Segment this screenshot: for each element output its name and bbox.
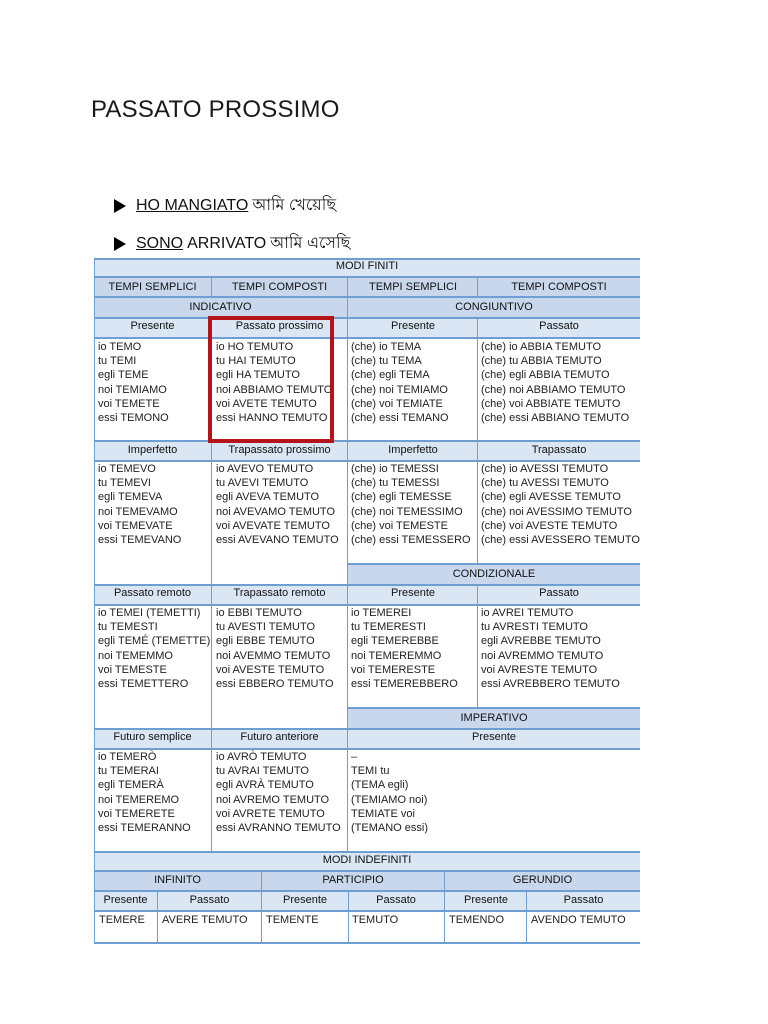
conjugation-cell: io AVREI TEMUTO tu AVRESTI TEMUTO egli AVREBBE TEMUTO noi AVREMMO TEMUTO voi AVRESTE TEMUTO essi AVREBBERO TEMUTO xyxy=(481,607,620,691)
conjugation-cell: io TEMEREI tu TEMERESTI egli TEMEREBBE noi TEMEREMMO voi TEMERESTE essi TEMEREBBERO xyxy=(351,607,458,691)
rule-line xyxy=(94,890,640,892)
rule-line xyxy=(94,440,640,442)
rule-line xyxy=(94,296,640,298)
col-head: TEMPI COMPOSTI xyxy=(511,281,607,293)
indef-head: Passato xyxy=(189,894,230,906)
tense-head: Trapassato prossimo xyxy=(228,444,331,456)
indef-value: TEMUTO xyxy=(352,914,399,926)
rule-line xyxy=(477,277,478,297)
indef-head: Passato xyxy=(376,894,416,906)
tense-head: Trapassato xyxy=(531,444,587,456)
rule-line xyxy=(94,748,640,750)
indef-group: GERUNDIO xyxy=(512,874,573,886)
conjugation-cell: io TEMEVO tu TEMEVI egli TEMEVA noi TEMEVAMO voi TEMEVATE essi TEMEVANO xyxy=(98,463,182,547)
indef-head: Presente xyxy=(282,894,328,906)
rule-line xyxy=(94,942,640,944)
tense-head: Passato xyxy=(539,587,579,599)
tense-head: Presente xyxy=(130,320,175,332)
tense-head: Trapassato remoto xyxy=(233,587,326,599)
col-head: TEMPI SEMPLICI xyxy=(108,281,197,293)
rule-line xyxy=(477,585,478,708)
rule-line xyxy=(348,707,640,709)
rule-line xyxy=(348,891,349,944)
tense-head: Presente xyxy=(390,320,436,332)
indef-group: INFINITO xyxy=(154,874,201,886)
bullet-underlined: HO MANGIATO xyxy=(136,196,249,214)
conjugation-cell: io EBBI TEMUTO tu AVESTI TEMUTO egli EBBE TEMUTO noi AVEMMO TEMUTO voi AVESTE TEMUTO essi EBBERO TEMUTO xyxy=(216,607,334,691)
modi-finiti-heading: MODI FINITI xyxy=(335,260,399,272)
tense-head: Futuro anteriore xyxy=(240,731,319,743)
conjugation-cell: io TEMEI (TEMETTI) tu TEMESTI egli TEMÉ (TEMETTE) noi TEMEMMO voi TEMESTE essi TEMETTERO xyxy=(98,607,211,691)
tense-head: Imperfetto xyxy=(127,444,178,456)
conjugation-cell: (che) io TEMESSI (che) tu TEMESSI (che) egli TEMESSE (che) noi TEMESSIMO (che) voi TEMESTE (che) essi TEMESSERO xyxy=(351,463,471,547)
rule-line xyxy=(94,258,640,260)
conjugation-cell: io AVRÒ TEMUTO tu AVRAI TEMUTO egli AVRÀ TEMUTO noi AVREMO TEMUTO voi AVRETE TEMUTO essi AVRANNO TEMUTO xyxy=(216,751,341,835)
conjugation-table xyxy=(94,258,640,944)
triangle-bullet-icon xyxy=(114,237,126,251)
passato-prossimo-highlight xyxy=(208,316,334,443)
rule-line xyxy=(261,871,262,944)
rule-line xyxy=(94,584,640,586)
triangle-bullet-icon xyxy=(114,199,126,213)
rule-line xyxy=(94,460,640,462)
conjugation-cell: io TEMO tu TEMI egli TEME noi TEMIAMO voi TEMETE essi TEMONO xyxy=(98,341,169,425)
conjugation-cell: (che) io TEMA (che) tu TEMA (che) egli TEMA (che) noi TEMIAMO (che) voi TEMIATE (che) essi TEMANO xyxy=(351,341,449,425)
page-title: PASSATO PROSSIMO xyxy=(91,96,340,123)
tense-head: Passato xyxy=(539,320,579,332)
modi-indefiniti-heading: MODI INDEFINITI xyxy=(322,854,412,866)
indef-value: TEMENDO xyxy=(449,914,504,926)
indef-head: Passato xyxy=(563,894,604,906)
indef-value: TEMENTE xyxy=(266,914,319,926)
bullet-underlined: SONO xyxy=(136,234,184,252)
rule-line xyxy=(211,277,212,297)
rule-line xyxy=(94,258,95,852)
indef-value: AVENDO TEMUTO xyxy=(531,914,626,926)
conjugation-cell: io HO TEMUTO tu HAI TEMUTO egli HA TEMUTO noi ABBIAMO TEMUTO voi AVETE TEMUTO essi HANNO TEMUTO xyxy=(216,341,333,425)
rule-line xyxy=(157,891,158,944)
bullet-bengali: আমি খেয়েছি xyxy=(252,197,337,214)
conjugation-cell: io TEMERÒ tu TEMERAI egli TEMERÀ noi TEMEREMO voi TEMERETE essi TEMERANNO xyxy=(98,751,191,835)
indef-group: PARTICIPIO xyxy=(322,874,384,886)
conjugation-cell: (che) io AVESSI TEMUTO (che) tu AVESSI TEMUTO (che) egli AVESSE TEMUTO (che) noi AVESSIMO TEMUTO (che) voi AVESTE TEMUTO (che) essi AVESSERO TEMUTO xyxy=(481,463,640,547)
col-head: TEMPI SEMPLICI xyxy=(368,281,458,293)
tense-head: Passato remoto xyxy=(113,587,192,599)
rule-line xyxy=(94,870,640,872)
imperativo-heading: IMPERATIVO xyxy=(460,712,528,724)
bullet-rest: ARRIVATO xyxy=(187,234,267,252)
rule-line xyxy=(94,276,640,278)
tense-head: Presente xyxy=(390,587,436,599)
conjugation-cell: io AVEVO TEMUTO tu AVEVI TEMUTO egli AVEVA TEMUTO noi AVEVAMO TEMUTO voi AVEVATE TEMUTO essi AVEVANO TEMUTO xyxy=(216,463,339,547)
rule-line xyxy=(94,910,640,912)
bullet-item xyxy=(114,192,336,219)
rule-line xyxy=(94,337,640,339)
tense-head: Imperfetto xyxy=(388,444,438,456)
tense-head: Passato prossimo xyxy=(235,320,324,332)
rule-line xyxy=(94,852,95,944)
rule-line xyxy=(94,317,640,319)
conjugation-cell: (che) io ABBIA TEMUTO (che) tu ABBIA TEMUTO (che) egli ABBIA TEMUTO (che) noi ABBIAMO TEMUTO (che) voi ABBIATE TEMUTO (che) essi ABBIANO TEMUTO xyxy=(481,341,630,425)
congiuntivo-heading: CONGIUNTIVO xyxy=(455,301,533,313)
indicativo-heading: INDICATIVO xyxy=(189,301,252,313)
rule-line xyxy=(94,604,640,606)
rule-line xyxy=(348,563,640,565)
indef-value: TEMERE xyxy=(99,914,145,926)
condizionale-heading: CONDIZIONALE xyxy=(452,568,536,580)
indef-value: AVERE TEMUTO xyxy=(162,914,248,926)
rule-line xyxy=(477,318,478,564)
col-head: TEMPI COMPOSTI xyxy=(231,281,328,293)
rule-line xyxy=(94,851,640,853)
rule-line xyxy=(347,277,348,852)
conjugation-cell: – TEMI tu (TEMA egli) (TEMIAMO noi) TEMIATE voi (TEMANO essi) xyxy=(351,751,428,835)
tense-head: Futuro semplice xyxy=(113,731,192,743)
indef-head: Presente xyxy=(103,894,148,906)
bullet-item xyxy=(114,230,350,257)
rule-line xyxy=(526,891,527,944)
bullet-bengali: আমি এসেছি xyxy=(270,235,351,252)
rule-line xyxy=(444,871,445,944)
tense-head: Presente xyxy=(471,731,517,743)
rule-line xyxy=(94,728,640,730)
indef-head: Presente xyxy=(463,894,509,906)
